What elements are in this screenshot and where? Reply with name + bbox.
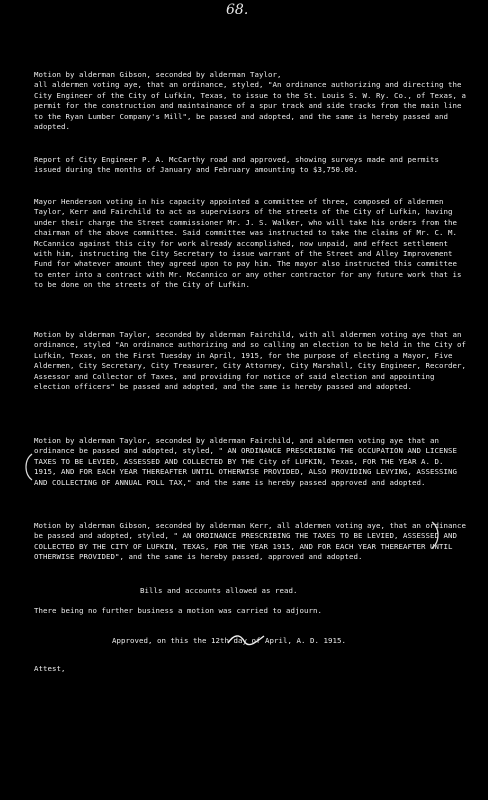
minutes-paragraph-election-ordinance: Motion by alderman Taylor, seconded by alderman Fairchild, with all aldermen voting aye that an ordinance, styled "An ordinance authorizing and so calling an election to be held in the City of Lufkin, Texas, on the First Tuesday in April, 1915, for the purpose of electing a Mayor, Five Aldermen, City Secretary, City Treasurer, City Attorney, City Marshall, City Engineer, Recorder, Assessor and Collector of Taxes, and providing for notice of said election and appointing election officers" be passed and adopted, and the same is hereby passed and adopted.	[34, 330, 466, 392]
minutes-paragraph-engineer-report: Report of City Engineer P. A. McCarthy road and approved, showing surveys made and permits issued during the months of January and February amounting to $3,750.00.	[34, 155, 439, 175]
minutes-paragraph-adjourn: There being no further business a motion was carried to adjourn.	[34, 606, 322, 615]
minutes-paragraph-bills: Bills and accounts allowed as read.	[140, 586, 298, 595]
margin-bracket-mark	[430, 520, 444, 550]
margin-bracket-mark	[20, 452, 34, 482]
minutes-paragraph-approval: Approved, on this the 12th day of April, A. D. 1915.	[112, 636, 346, 645]
page-number: 68.	[226, 2, 249, 18]
minutes-paragraph-tax-levy-ordinance: Motion by alderman Gibson, seconded by alderman Kerr, all aldermen voting aye, that an ordinance be passed and adopted, styled, " AN ORDINANCE PRESCRIBING THE TAXES TO BE LEVIED, ASSESSED AND COLLECTED BY THE CITY OF LUFKIN, TEXAS, FOR THE YEAR 1915, AND FOR EACH YEAR THEREAFTER UNTIL OTHERWISE PROVIDED", and the same is hereby passed, approved and adopted.	[34, 521, 466, 562]
minutes-paragraph-spur-track-ordinance: Motion by alderman Gibson, seconded by alderman Taylor, all aldermen voting aye, that an ordinance, styled, "An ordinance authorizing and directing the City Engineer of the City of Lufkin, Texas, to issue to the St. Louis S. W. Ry. Co., of Texas, a permit for the construction and maintainance of a spur track and side tracks from the main line to the Ryan Lumber Company's Mill", be passed and adopted, and the same is hereby passed and adopted.	[34, 70, 466, 132]
minutes-paragraph-occupation-tax-ordinance: Motion by alderman Taylor, seconded by alderman Fairchild, and aldermen voting aye that an ordinance be passed and adopted, styled, " AN ORDINANCE PRESCRIBING THE OCCUPATION AND LICENSE TAXES TO BE LEVIED, ASSESSED AND COLLECTED BY THE City of LUFKIN, Texas, FOR THE YEAR A. D. 1915, AND FOR EACH YEAR THEREAFTER UNTIL OTHERWISE PROVIDED, ALSO PROVIDING LEVYING, ASSESSING AND COLLECTING OF ANNUAL POLL TAX," and the same is hereby passed approved and adopted.	[34, 436, 457, 487]
minutes-paragraph-street-committee: Mayor Henderson voting in his capacity appointed a committee of three, composed of aldermen Taylor, Kerr and Fairchild to act as supervisors of the streets of the City of Lufkin, having under their charge the Street commissioner Mr. J. S. Walker, who will take his orders from the chairman of the above committee. Said committee was instructed to take the claims of Mr. C. M. McCannico against this city for work already accomplished, now unpaid, and effect settlement with him, instructing the City Secretary to issue warrant of the Street and Alley Improvement Fund for whatever amount they agreed upon to pay him. The mayor also instructed this committee to enter into a contract with Mr. McCannico or any other contractor for any future work that is to be done on the streets of the City of Lufkin.	[34, 197, 462, 290]
handwritten-date-mark	[226, 632, 266, 646]
minutes-paragraph-attest: Attest,	[34, 664, 66, 673]
